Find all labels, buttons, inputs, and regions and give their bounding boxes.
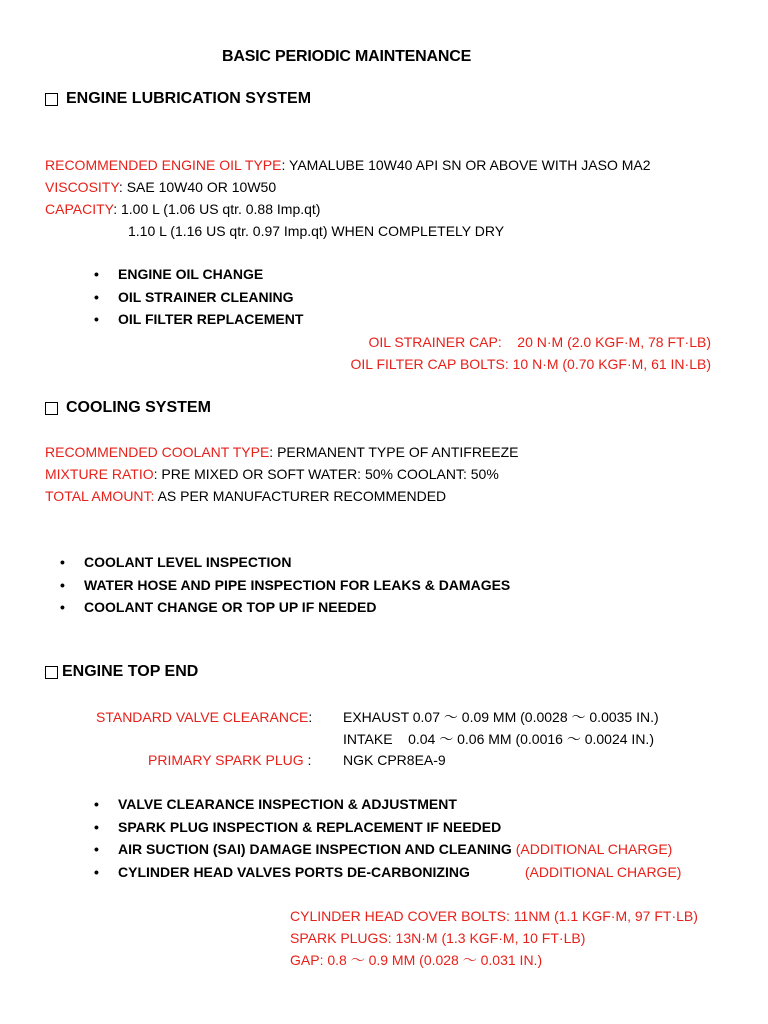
task-list-cooling xyxy=(60,551,510,619)
spec-sep: : xyxy=(281,157,290,173)
list-item-text: VALVE CLEARANCE INSPECTION & ADJUSTMENT xyxy=(118,796,457,812)
bullet-icon: • xyxy=(60,576,65,593)
list-item-text: OIL FILTER REPLACEMENT xyxy=(118,311,304,327)
bullet-icon: • xyxy=(94,841,99,857)
list-item-text: ENGINE OIL CHANGE xyxy=(118,266,264,282)
spec-label: PRIMARY SPARK PLUG xyxy=(148,752,304,768)
checkbox-icon xyxy=(45,93,58,106)
spec-label: CAPACITY xyxy=(45,201,114,217)
checkbox-icon xyxy=(45,666,58,679)
valve-clearance-label xyxy=(96,706,312,728)
bullet-icon: • xyxy=(60,599,65,615)
spec-value: 1.00 L (1.06 US qtr. 0.88 Imp.qt) xyxy=(120,201,321,217)
spark-plug-value: NGK CPR8EA-9 xyxy=(343,752,446,768)
spec-label: MIXTURE RATIO xyxy=(45,466,154,482)
section-heading-text: ENGINE LUBRICATION SYSTEM xyxy=(66,90,312,107)
list-item-text: WATER HOSE AND PIPE INSPECTION FOR LEAKS & DAMAGES xyxy=(84,576,511,593)
list-item-text: OIL STRAINER CLEANING xyxy=(118,288,294,305)
list-item xyxy=(94,861,681,884)
spec-sep: : xyxy=(303,752,312,768)
spec-line xyxy=(45,154,651,176)
list-item-text: AIR SUCTION (SAI) DAMAGE INSPECTION AND CLEANING xyxy=(118,841,512,857)
section-heading-cooling xyxy=(45,399,211,417)
spec-sep: : xyxy=(308,709,313,725)
spec-line xyxy=(45,441,519,463)
task-list-lubrication xyxy=(94,263,303,331)
list-item xyxy=(60,551,510,574)
spec-line xyxy=(45,463,499,485)
spark-plug-label xyxy=(148,749,311,771)
checkbox-icon xyxy=(45,402,58,415)
capacity-dry: 1.10 L (1.16 US qtr. 0.97 Imp.qt) WHEN COMPLETELY DRY xyxy=(128,223,505,239)
bullet-icon: • xyxy=(94,266,99,282)
spec-sep: : xyxy=(113,201,121,217)
spec-label: TOTAL AMOUNT: xyxy=(45,488,155,504)
section-heading-top-end xyxy=(45,663,198,681)
spec-sep: : xyxy=(269,444,278,460)
list-item xyxy=(94,308,303,331)
torque-spec: OIL STRAINER CAP: 20 N·M (2.0 KGF·M, 78 FT·LB) xyxy=(368,334,711,350)
spec-line xyxy=(45,485,446,507)
spec-sep: : xyxy=(153,466,162,482)
spec-sep: : xyxy=(118,179,127,195)
list-item xyxy=(60,596,510,619)
torque-spec: OIL FILTER CAP BOLTS: 10 N·M (0.70 KGF·M, 61 IN·LB) xyxy=(350,356,711,372)
bullet-icon: • xyxy=(94,796,99,812)
list-item-text: SPARK PLUG INSPECTION & REPLACEMENT IF NEEDED xyxy=(118,818,502,835)
torque-spec: CYLINDER HEAD COVER BOLTS: 11NM (1.1 KGF·M, 97 FT·LB) xyxy=(290,908,698,924)
list-item xyxy=(94,263,303,286)
spec-label: STANDARD VALVE CLEARANCE xyxy=(96,709,309,725)
list-item-text: CYLINDER HEAD VALVES PORTS DE-CARBONIZING xyxy=(118,863,470,880)
torque-spec: GAP: 0.8 ～ 0.9 MM (0.028 ～ 0.031 IN.) xyxy=(290,952,543,968)
bullet-icon: • xyxy=(60,554,65,570)
list-item xyxy=(94,793,681,816)
spec-line xyxy=(45,198,320,220)
spec-label: VISCOSITY xyxy=(45,179,119,195)
task-list-top-end xyxy=(94,793,681,883)
spec-label: RECOMMENDED COOLANT TYPE xyxy=(45,444,270,460)
list-item xyxy=(94,838,681,861)
bullet-icon: • xyxy=(94,818,99,835)
spec-value: AS PER MANUFACTURER RECOMMENDED xyxy=(157,488,447,504)
additional-charge-note: (ADDITIONAL CHARGE) xyxy=(515,841,673,857)
spec-value: YAMALUBE 10W40 API SN OR ABOVE WITH JASO MA2 xyxy=(289,157,651,173)
spec-value: PERMANENT TYPE OF ANTIFREEZE xyxy=(277,444,519,460)
list-item xyxy=(94,816,681,839)
spec-line xyxy=(45,176,276,198)
bullet-icon: • xyxy=(94,311,99,327)
bullet-icon: • xyxy=(94,288,99,305)
page-title: BASIC PERIODIC MAINTENANCE xyxy=(222,48,472,65)
spec-value: SAE 10W40 OR 10W50 xyxy=(126,179,277,195)
section-heading-text: ENGINE TOP END xyxy=(62,663,199,680)
torque-spec: SPARK PLUGS: 13N·M (1.3 KGF·M, 10 FT·LB) xyxy=(290,930,586,946)
list-item-text: COOLANT CHANGE OR TOP UP IF NEEDED xyxy=(84,599,377,615)
additional-charge-note: (ADDITIONAL CHARGE) xyxy=(524,863,682,880)
bullet-icon: • xyxy=(94,863,99,880)
list-item xyxy=(60,574,510,597)
list-item xyxy=(94,286,303,309)
intake-clearance: INTAKE 0.04 ～ 0.06 MM (0.0016 ～ 0.0024 IN.) xyxy=(343,731,654,747)
spec-value: PRE MIXED OR SOFT WATER: 50% COOLANT: 50% xyxy=(161,466,499,482)
spec-label: RECOMMENDED ENGINE OIL TYPE xyxy=(45,157,282,173)
exhaust-clearance: EXHAUST 0.07 ～ 0.09 MM (0.0028 ～ 0.0035 IN.) xyxy=(343,709,659,725)
section-heading-lubrication xyxy=(45,90,311,108)
section-heading-text: COOLING SYSTEM xyxy=(66,399,211,416)
list-item-text: COOLANT LEVEL INSPECTION xyxy=(84,554,292,570)
